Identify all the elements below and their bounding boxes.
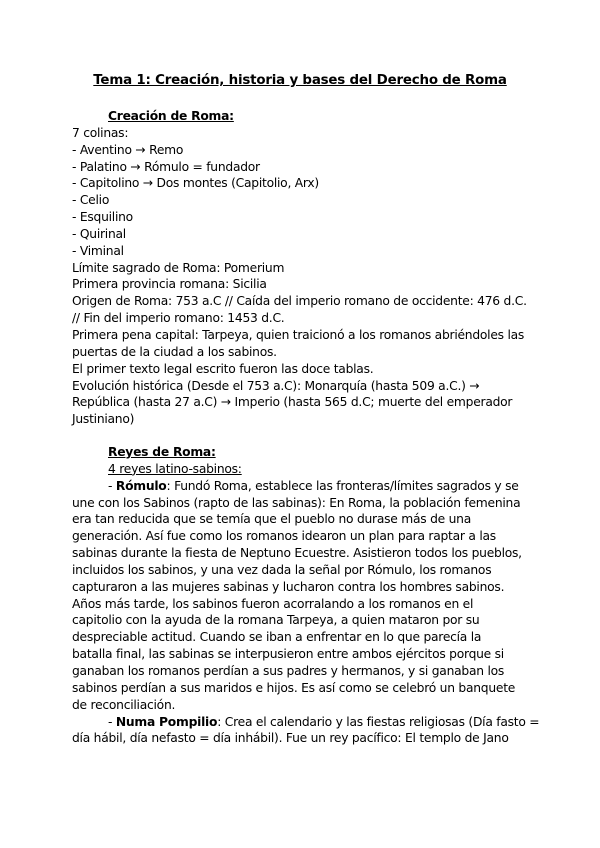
text-line: - Quirinal xyxy=(72,226,126,241)
text-line: sabinos perdían a sus maridos e hijos. Es así como se celebró un banquete xyxy=(72,680,516,695)
reyes-subheading: 4 reyes latino-sabinos: xyxy=(108,461,242,476)
text-line: 7 colinas: xyxy=(72,125,129,140)
text-line: - Capitolino → Dos montes (Capitolio, Arx) xyxy=(72,176,319,191)
bullet-dash: - xyxy=(108,714,116,729)
text-line: - Esquilino xyxy=(72,210,133,225)
text-line: Origen de Roma: 753 a.C // Caída del imperio romano de occidente: 476 d.C. xyxy=(72,294,527,309)
text-line: generación. Así fue como los romanos idearon un plan para raptar a las xyxy=(72,529,496,544)
text-line: incluidos los sabinos, y una vez dada la señal por Rómulo, los romanos xyxy=(72,562,492,577)
numa-first-line xyxy=(72,714,542,731)
text-line: batalla final, las sabinas se interpusieron entre ambos ejércitos porque si xyxy=(72,647,504,662)
document-title: Tema 1: Creación, historia y bases del Derecho de Roma xyxy=(93,73,507,88)
reyes-section xyxy=(72,444,542,747)
text-line: Evolución histórica (Desde el 753 a.C): Monarquía (hasta 509 a.C.) → xyxy=(72,378,480,393)
text-line: Primera pena capital: Tarpeya, quien traicionó a los romanos abriéndoles las xyxy=(72,327,525,342)
text-line: día hábil, día nefasto = día inhábil). Fue un rey pacífico: El templo de Jano xyxy=(72,731,509,746)
text-line: Primera provincia romana: Sicilia xyxy=(72,277,267,292)
text-line: de reconciliación. xyxy=(72,697,176,712)
text-line: - Celio xyxy=(72,193,110,208)
text-line: capturaron a las mujeres sabinas y lucharon contra los hombres sabinos. xyxy=(72,579,505,594)
text-line: República (hasta 27 a.C) → Imperio (hasta 565 d.C; muerte del emperador xyxy=(72,395,513,410)
reyes-heading: Reyes de Roma: xyxy=(108,445,216,459)
text-line: ganaban los romanos perdían a sus padres y hermanos, y si ganaban los xyxy=(72,663,505,678)
text-line: El primer texto legal escrito fueron las doce tablas. xyxy=(72,361,374,376)
text-line: era tan reducida que se temía que el pueblo no durase más de una xyxy=(72,512,471,527)
romulo-first-text: : Fundó Roma, establece las fronteras/límites sagrados y se xyxy=(166,478,519,493)
text-line: une con los Sabinos (rapto de las sabinas): En Roma, la población femenina xyxy=(72,495,521,510)
romulo-first-line xyxy=(72,478,542,495)
text-line: despreciable actitud. Cuando se iban a enfrentar en lo que parecía la xyxy=(72,630,482,645)
text-line: Justiniano) xyxy=(72,412,135,427)
creacion-heading: Creación de Roma: xyxy=(108,109,234,123)
numa-name: Numa Pompilio xyxy=(115,714,218,729)
numa-first-text: : Crea el calendario y las fiestas religiosas (Día fasto = xyxy=(217,714,540,729)
romulo-name: Rómulo xyxy=(115,478,167,493)
text-line: - Palatino → Rómulo = fundador xyxy=(72,159,260,174)
text-line: capitolio con la ayuda de la romana Tarpeya, a quien mataron por su xyxy=(72,613,480,628)
bullet-dash: - xyxy=(108,478,116,493)
text-line: Límite sagrado de Roma: Pomerium xyxy=(72,260,285,275)
text-line: // Fin del imperio romano: 1453 d.C. xyxy=(72,311,285,326)
text-line: - Viminal xyxy=(72,243,124,258)
text-line: Años más tarde, los sabinos fueron acorralando a los romanos en el xyxy=(72,596,474,611)
creacion-section xyxy=(72,108,542,428)
text-line: puertas de la ciudad a los sabinos. xyxy=(72,344,277,359)
text-line: - Aventino → Remo xyxy=(72,142,184,157)
text-line: sabinas durante la fiesta de Neptuno Ecuestre. Asistieron todos los pueblos, xyxy=(72,546,522,561)
